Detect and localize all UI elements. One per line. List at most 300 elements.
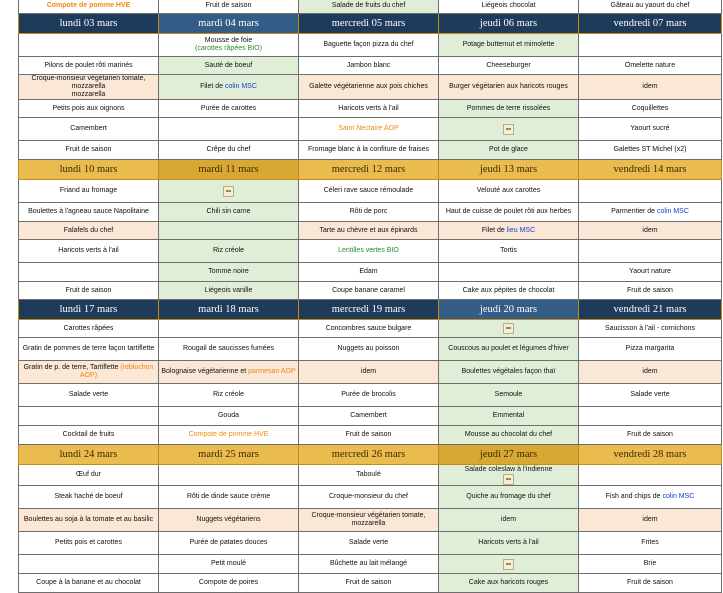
- menu-cell: [439, 465, 579, 486]
- menu-cell: [439, 75, 579, 100]
- menu-cell: [299, 532, 439, 555]
- dish-label: Coupe à la banane et au chocolat: [36, 579, 141, 586]
- menu-cell: [19, 203, 159, 222]
- menu-cell: [439, 203, 579, 222]
- menu-row: [19, 361, 722, 384]
- dish-label: Baguette façon pizza du chef: [323, 41, 414, 48]
- dish-label: Galette végétarienne aux pois chiches: [309, 83, 428, 90]
- menu-cell: [579, 34, 722, 57]
- dish-label: Croque-monsieur du chef: [329, 493, 408, 500]
- dish-label: Edam: [359, 268, 378, 275]
- dish-label: Parmentier de colin MSC: [611, 208, 689, 215]
- day-header-cell: [159, 14, 299, 34]
- menu-cell: [159, 555, 299, 574]
- leaf-label-icon: [223, 186, 234, 197]
- dish-label: Compote de pomme HVE: [188, 431, 269, 438]
- menu-cell: [159, 240, 299, 263]
- menu-cell: [159, 100, 299, 118]
- day-header-cell: [579, 300, 722, 320]
- dish-label: Yaourt sucré: [630, 125, 670, 132]
- menu-cell: [19, 34, 159, 57]
- dish-label: Fruit de saison: [65, 286, 112, 294]
- leaf-label-icon: [503, 474, 514, 485]
- menu-cell: [439, 141, 579, 160]
- leaf-label-icon: [503, 124, 514, 135]
- dish-label: Haricots verts à l'ail: [58, 247, 119, 254]
- dish-label: Cake aux haricots rouges: [468, 579, 549, 586]
- dish-label: Mousse de foie: [204, 37, 253, 44]
- day-label: jeudi 27 mars: [479, 448, 538, 460]
- dish-label: Fruit de saison: [345, 579, 392, 586]
- menu-cell: [299, 338, 439, 361]
- dish-label: Purée de carottes: [200, 104, 257, 112]
- day-header-cell: [579, 445, 722, 465]
- dish-label: Emmental: [492, 412, 525, 419]
- dish-label: Boulettes au soja à la tomate et au basilic: [23, 516, 154, 523]
- dish-label: Haricots verts à l'ail: [338, 104, 399, 112]
- menu-row: [19, 263, 722, 282]
- dish-label: Nuggets au poisson: [337, 345, 400, 352]
- day-label: vendredi 14 mars: [613, 163, 687, 175]
- menu-cell: [299, 509, 439, 532]
- menu-row: [19, 34, 722, 57]
- menu-cell: [299, 555, 439, 574]
- dish-label: Nuggets végétariens: [196, 516, 261, 523]
- menu-row: [19, 282, 722, 300]
- day-header-row: [19, 14, 722, 34]
- menu-cell: [579, 57, 722, 75]
- menu-cell: [579, 118, 722, 141]
- menu-row: [19, 75, 722, 100]
- menu-cell: [299, 384, 439, 407]
- menu-cell: [19, 338, 159, 361]
- menu-cell: [19, 465, 159, 486]
- menu-cell: [579, 384, 722, 407]
- dish-label: Fruit de saison: [627, 579, 673, 586]
- menu-cell: [159, 141, 299, 160]
- dish-label: Gâteau au yaourt du chef: [610, 1, 690, 9]
- menu-cell: [19, 361, 159, 384]
- dish-label: idem: [642, 516, 658, 523]
- menu-cell: [299, 203, 439, 222]
- menu-cell: [299, 180, 439, 203]
- dish-label: Saint Nectaire AOP: [338, 125, 399, 132]
- menu-cell: [19, 509, 159, 532]
- menu-cell: [579, 240, 722, 263]
- menu-cell: [299, 465, 439, 486]
- menu-cell: [299, 0, 439, 14]
- menu-cell: [159, 486, 299, 509]
- dish-label: Tomme noire: [208, 268, 249, 275]
- menu-cell: [439, 0, 579, 14]
- dish-label: Purée de patates douces: [189, 539, 268, 546]
- day-label: lundi 10 mars: [59, 163, 118, 175]
- dish-label: Salade verte: [348, 539, 389, 546]
- menu-cell: [579, 180, 722, 203]
- menu-row: [19, 240, 722, 263]
- menu-cell: [159, 465, 299, 486]
- dish-label: Tortis: [500, 247, 517, 254]
- menu-cell: [579, 509, 722, 532]
- menu-cell: [579, 222, 722, 240]
- menu-cell: [159, 282, 299, 300]
- day-label: lundi 03 mars: [59, 17, 118, 29]
- menu-cell: [439, 509, 579, 532]
- dish-label: Compote de pomme HVE: [46, 1, 131, 9]
- menu-row: [19, 486, 722, 509]
- menu-row: [19, 203, 722, 222]
- day-header-cell: [19, 445, 159, 465]
- dish-label: Salade verte: [68, 391, 109, 398]
- menu-cell: [19, 0, 159, 14]
- dish-label: idem: [642, 368, 658, 375]
- dish-label: Croque-monsieur végétarien tomate, mozzarella: [311, 512, 426, 527]
- menu-cell: [19, 532, 159, 555]
- menu-cell: [159, 0, 299, 14]
- menu-row: [19, 407, 722, 426]
- menu-cell: [159, 203, 299, 222]
- dish-label: Friand au fromage: [59, 187, 118, 194]
- menu-row: [19, 465, 722, 486]
- menu-cell: [19, 75, 159, 100]
- dish-label: Saucisson à l'ail - cornichons: [604, 324, 696, 332]
- menu-cell: [159, 532, 299, 555]
- menu-cell: [19, 100, 159, 118]
- day-label: mardi 18 mars: [198, 303, 259, 315]
- menu-row: [19, 338, 722, 361]
- menu-cell: [579, 338, 722, 361]
- menu-cell: [159, 574, 299, 593]
- leaf-label-icon: [503, 559, 514, 570]
- day-label: vendredi 21 mars: [613, 303, 687, 315]
- menu-cell: [299, 361, 439, 384]
- menu-row: [19, 509, 722, 532]
- menu-cell: [579, 141, 722, 160]
- dish-label: Boulettes à l'agneau sauce Napolitaine: [28, 208, 149, 215]
- menu-cell: [159, 407, 299, 426]
- menu-cell: [439, 407, 579, 426]
- dish-label: Velouté aux carottes: [476, 187, 541, 194]
- dish-label: Lentilles vertes BIO: [338, 247, 399, 254]
- dish-label: Petits pois aux oignons: [52, 104, 125, 112]
- menu-cell: [159, 384, 299, 407]
- day-label: jeudi 06 mars: [479, 17, 538, 29]
- menu-cell: [19, 282, 159, 300]
- dish-label: Compote de poires: [198, 579, 259, 586]
- day-header-cell: [159, 300, 299, 320]
- menu-cell: [159, 361, 299, 384]
- dish-label: Salade de fruits du chef: [331, 1, 406, 9]
- dish-label: Bolognaise végétarienne et parmesan AOP: [161, 368, 296, 375]
- menu-cell: [439, 555, 579, 574]
- menu-cell: [159, 320, 299, 338]
- menu-cell: [579, 0, 722, 14]
- dish-label: Jambon blanc: [346, 61, 391, 69]
- day-header-cell: [439, 445, 579, 465]
- day-label: lundi 17 mars: [59, 303, 118, 315]
- day-label: lundi 24 mars: [59, 448, 118, 460]
- menu-cell: [19, 574, 159, 593]
- day-header-cell: [299, 14, 439, 34]
- day-label: mardi 04 mars: [198, 17, 259, 29]
- menu-cell: [19, 426, 159, 445]
- dish-label: Concombres sauce bulgare: [325, 324, 412, 332]
- dish-label: Cake aux pépites de chocolat: [462, 286, 555, 294]
- menu-cell: [439, 263, 579, 282]
- weekly-menu-table: [18, 0, 722, 593]
- menu-row: [19, 532, 722, 555]
- menu-cell: [439, 532, 579, 555]
- day-header-cell: [19, 14, 159, 34]
- dish-label: Rôti de dinde sauce crème: [186, 493, 271, 500]
- dish-label: Liégeois vanille: [204, 286, 253, 294]
- menu-cell: [579, 574, 722, 593]
- menu-cell: [299, 263, 439, 282]
- menu-cell: [439, 34, 579, 57]
- menu-cell: [159, 426, 299, 445]
- menu-cell: [579, 426, 722, 445]
- dish-label: Cocktail de fruits: [62, 431, 115, 438]
- menu-cell: [299, 240, 439, 263]
- dish-label: Gratin de pommes de terre façon tartiflette: [22, 345, 155, 352]
- dish-label: Fruit de saison: [345, 431, 392, 438]
- dish-label: Croque-monsieur végétarien tomate, mozzarella: [31, 75, 146, 90]
- menu-cell: [579, 75, 722, 100]
- dish-label: Tarte au chèvre et aux épinards: [319, 226, 418, 234]
- dish-label: Yaourt nature: [629, 268, 671, 275]
- menu-cell: [19, 222, 159, 240]
- dish-sublabel: (carottes râpées BIO): [195, 45, 262, 52]
- day-header-cell: [579, 14, 722, 34]
- dish-label: Gouda: [217, 412, 240, 419]
- menu-cell: [159, 57, 299, 75]
- dish-label: Fruit de saison: [627, 431, 673, 438]
- menu-cell: [299, 574, 439, 593]
- menu-cell: [19, 320, 159, 338]
- dish-label: idem: [360, 368, 377, 375]
- menu-cell: [299, 75, 439, 100]
- day-header-cell: [159, 160, 299, 180]
- menu-row: [19, 384, 722, 407]
- dish-label: Steak haché de boeuf: [54, 493, 123, 500]
- menu-cell: [19, 240, 159, 263]
- menu-row: [19, 320, 722, 338]
- menu-row: [19, 555, 722, 574]
- day-header-cell: [439, 14, 579, 34]
- day-header-cell: [19, 160, 159, 180]
- dish-label: Œuf dur: [76, 471, 101, 478]
- dish-label: Omelette nature: [624, 61, 676, 69]
- dish-label: Galettes ST Michel (x2): [613, 146, 687, 153]
- dish-label: Gratin de p. de terre, Tartiflette (reblochon AOP): [23, 364, 154, 379]
- dish-label: Sauté de boeuf: [204, 61, 253, 69]
- menu-row: [19, 0, 722, 14]
- menu-cell: [19, 555, 159, 574]
- dish-label: Haricots verts à l'ail: [478, 539, 539, 546]
- menu-cell: [299, 426, 439, 445]
- menu-cell: [439, 100, 579, 118]
- dish-label: Quiche au fromage du chef: [466, 493, 551, 500]
- menu-cell: [579, 361, 722, 384]
- dish-label: idem: [500, 516, 517, 523]
- menu-cell: [579, 263, 722, 282]
- menu-cell: [439, 426, 579, 445]
- menu-cell: [159, 180, 299, 203]
- menu-cell: [579, 407, 722, 426]
- dish-label: Liégeois chocolat: [481, 1, 536, 9]
- menu-cell: [159, 75, 299, 100]
- day-label: mercredi 12 mars: [331, 163, 406, 175]
- dish-label: Fruit de saison: [205, 1, 252, 9]
- dish-label: Falafels du chef: [63, 226, 114, 234]
- day-label: jeudi 20 mars: [479, 303, 538, 315]
- menu-row: [19, 180, 722, 203]
- day-header-cell: [439, 160, 579, 180]
- dish-label: Bûchette au lait mélangé: [329, 560, 408, 567]
- menu-cell: [299, 118, 439, 141]
- menu-cell: [299, 222, 439, 240]
- menu-cell: [159, 263, 299, 282]
- dish-sublabel: mozzarella: [71, 91, 106, 98]
- menu-cell: [439, 118, 579, 141]
- day-header-cell: [19, 300, 159, 320]
- leaf-label-icon: [503, 323, 514, 334]
- dish-label: Coupe banane caramel: [332, 286, 405, 294]
- day-label: mercredi 05 mars: [331, 17, 406, 29]
- menu-cell: [439, 338, 579, 361]
- dish-label: Crêpe du chef: [206, 146, 251, 153]
- dish-label: Céleri rave sauce rémoulade: [323, 187, 414, 194]
- dish-label: Boulettes végétales façon thaï: [461, 368, 556, 375]
- dish-label: Riz créole: [212, 391, 245, 398]
- dish-label: Camembert: [70, 125, 107, 132]
- dish-label: Brie: [643, 560, 657, 567]
- dish-label: Chili sin carne: [206, 208, 251, 215]
- menu-cell: [439, 574, 579, 593]
- day-label: vendredi 07 mars: [613, 17, 687, 29]
- dish-label: Fromage blanc à la confiture de fraises: [307, 146, 429, 153]
- menu-cell: [579, 320, 722, 338]
- day-header-row: [19, 445, 722, 465]
- menu-cell: [299, 100, 439, 118]
- menu-cell: [19, 118, 159, 141]
- menu-cell: [579, 203, 722, 222]
- menu-cell: [299, 282, 439, 300]
- dish-label: Fruit de saison: [65, 146, 112, 153]
- day-label: mardi 25 mars: [198, 448, 259, 460]
- menu-cell: [159, 338, 299, 361]
- dish-label: Mousse au chocolat du chef: [464, 431, 553, 438]
- menu-cell: [439, 486, 579, 509]
- menu-row: [19, 222, 722, 240]
- dish-label: Haut de cuisse de poulet rôti aux herbes: [445, 208, 572, 215]
- day-header-row: [19, 300, 722, 320]
- menu-cell: [299, 320, 439, 338]
- menu-cell: [19, 141, 159, 160]
- menu-cell: [579, 532, 722, 555]
- dish-label: Salade verte: [630, 391, 670, 398]
- menu-cell: [579, 486, 722, 509]
- dish-label: Petit moulé: [210, 560, 247, 567]
- menu-cell: [159, 118, 299, 141]
- menu-cell: [439, 320, 579, 338]
- menu-cell: [439, 57, 579, 75]
- dish-label: Pommes de terre rissolées: [466, 104, 551, 112]
- menu-cell: [579, 465, 722, 486]
- menu-row: [19, 574, 722, 593]
- day-label: jeudi 13 mars: [479, 163, 538, 175]
- menu-cell: [19, 57, 159, 75]
- menu-cell: [439, 180, 579, 203]
- menu-cell: [299, 141, 439, 160]
- menu-cell: [159, 34, 299, 57]
- menu-row: [19, 100, 722, 118]
- dish-label: Petits pois et carottes: [55, 539, 122, 546]
- menu-cell: [439, 240, 579, 263]
- dish-label: Purée de brocolis: [341, 391, 396, 398]
- dish-label: Carottes râpées: [63, 324, 114, 332]
- dish-label: Potage butternut et mimolette: [462, 41, 555, 48]
- menu-cell: [299, 57, 439, 75]
- day-header-cell: [579, 160, 722, 180]
- dish-label: Cheeseburger: [486, 61, 531, 69]
- menu-cell: [19, 180, 159, 203]
- dish-label: Burger végétarien aux haricots rouges: [449, 83, 568, 90]
- menu-cell: [439, 384, 579, 407]
- menu-row: [19, 57, 722, 75]
- dish-label: Salade coleslaw à l'indienne: [464, 465, 553, 473]
- menu-cell: [19, 407, 159, 426]
- day-header-cell: [439, 300, 579, 320]
- day-header-cell: [159, 445, 299, 465]
- dish-label: Pilons de poulet rôti marinés: [44, 61, 133, 69]
- day-header-cell: [299, 160, 439, 180]
- menu-cell: [299, 34, 439, 57]
- dish-label: Frites: [641, 539, 659, 546]
- dish-label: Taboulé: [356, 471, 381, 478]
- menu-cell: [579, 100, 722, 118]
- menu-cell: [19, 384, 159, 407]
- dish-label: Fish and chips de colin MSC: [605, 493, 695, 500]
- dish-label: Couscous au poulet et légumes d'hiver: [448, 345, 569, 352]
- menu-cell: [299, 407, 439, 426]
- dish-label: Semoule: [494, 391, 523, 398]
- dish-label: Rougail de saucisses fumées: [182, 345, 275, 352]
- dish-label: idem: [642, 226, 658, 234]
- day-label: mercredi 19 mars: [331, 303, 406, 315]
- dish-label: Riz créole: [212, 247, 245, 254]
- menu-cell: [439, 361, 579, 384]
- menu-cell: [439, 222, 579, 240]
- day-header-row: [19, 160, 722, 180]
- dish-label: Pizza margarita: [625, 345, 675, 352]
- menu-cell: [19, 486, 159, 509]
- dish-label: Filet de lieu MSC: [481, 226, 536, 234]
- menu-cell: [579, 282, 722, 300]
- menu-row: [19, 118, 722, 141]
- menu-row: [19, 141, 722, 160]
- dish-label: Coquillettes: [631, 104, 669, 112]
- day-header-cell: [299, 445, 439, 465]
- dish-label: Filet de colin MSC: [200, 83, 257, 90]
- day-label: vendredi 28 mars: [613, 448, 687, 460]
- day-label: mercredi 26 mars: [331, 448, 406, 460]
- dish-label: idem: [642, 83, 658, 90]
- dish-label: Rôti de porc: [349, 208, 388, 215]
- menu-cell: [159, 222, 299, 240]
- menu-cell: [159, 509, 299, 532]
- dish-label: Pot de glace: [489, 146, 528, 153]
